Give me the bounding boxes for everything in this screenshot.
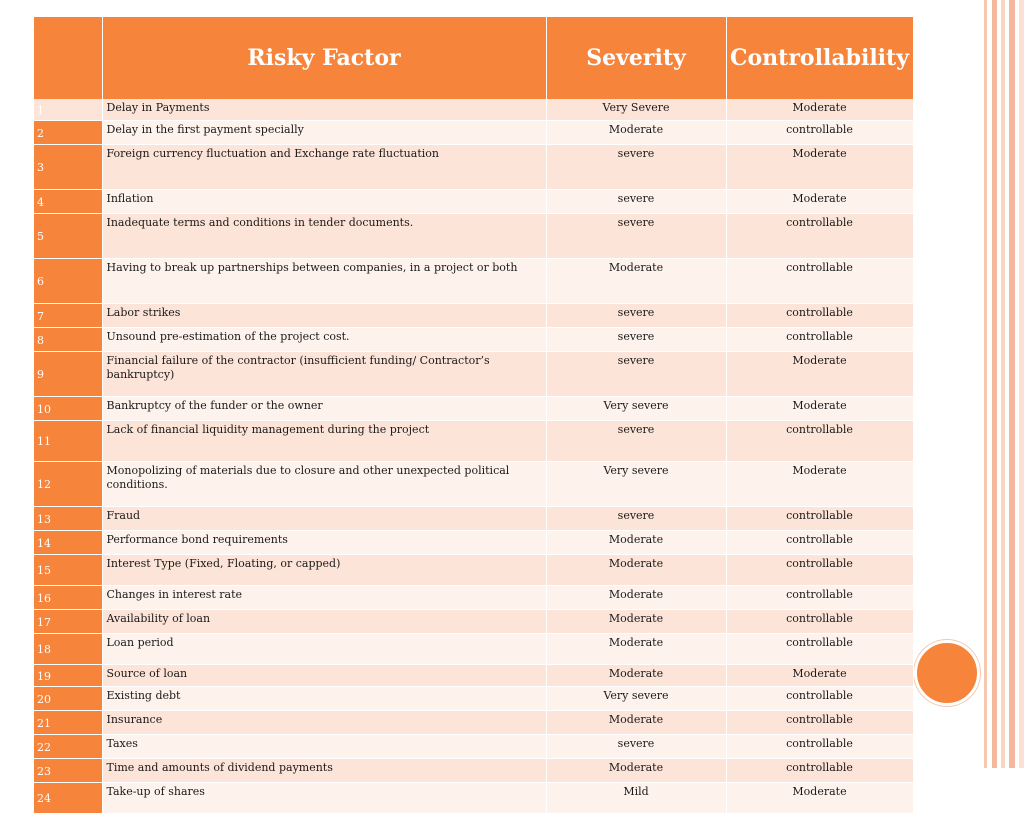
table-row	[34, 214, 913, 259]
table-header-row	[34, 17, 913, 99]
risk-factor-cell: Labor strikes	[102, 304, 546, 328]
severity-cell: Moderate	[546, 531, 726, 555]
risk-factor-cell: Existing debt	[102, 687, 546, 711]
severity-cell: severe	[546, 214, 726, 259]
severity-cell: Very severe	[546, 397, 726, 421]
controllability-cell: controllable	[726, 304, 913, 328]
severity-cell: severe	[546, 507, 726, 531]
severity-cell: Moderate	[546, 586, 726, 610]
controllability-cell: controllable	[726, 759, 913, 783]
row-number: 7	[34, 304, 102, 328]
table-row	[34, 759, 913, 783]
stripe	[984, 0, 987, 768]
row-number: 14	[34, 531, 102, 555]
accent-circle	[914, 640, 980, 706]
risk-factor-cell: Inflation	[102, 190, 546, 214]
table-row	[34, 328, 913, 352]
row-number: 24	[34, 783, 102, 814]
controllability-cell: controllable	[726, 259, 913, 304]
row-number: 20	[34, 687, 102, 711]
table-row	[34, 304, 913, 328]
row-number: 3	[34, 145, 102, 190]
risk-factor-cell: Insurance	[102, 711, 546, 735]
table-body	[34, 99, 913, 814]
controllability-cell: Moderate	[726, 99, 913, 121]
risk-factor-cell: Having to break up partnerships between companies, in a project or both	[102, 259, 546, 304]
severity-cell: Moderate	[546, 121, 726, 145]
table-row	[34, 783, 913, 814]
table-row	[34, 665, 913, 687]
row-number: 13	[34, 507, 102, 531]
controllability-cell: controllable	[726, 586, 913, 610]
table-row	[34, 99, 913, 121]
row-number: 15	[34, 555, 102, 586]
risk-factor-cell: Unsound pre-estimation of the project cost.	[102, 328, 546, 352]
risk-factor-cell: Take-up of shares	[102, 783, 546, 814]
row-number: 12	[34, 462, 102, 507]
controllability-cell: Moderate	[726, 352, 913, 397]
risk-factor-cell: Financial failure of the contractor (insufficient funding/ Contractor’s bankruptcy)	[102, 352, 546, 397]
row-number: 6	[34, 259, 102, 304]
risk-factor-cell: Source of loan	[102, 665, 546, 687]
row-number: 11	[34, 421, 102, 462]
controllability-cell: controllable	[726, 610, 913, 634]
table-row	[34, 586, 913, 610]
controllability-cell: controllable	[726, 328, 913, 352]
controllability-cell: Moderate	[726, 190, 913, 214]
risk-factor-cell: Delay in Payments	[102, 99, 546, 121]
stripe	[992, 0, 997, 768]
risk-factor-cell: Taxes	[102, 735, 546, 759]
decorative-stripes	[984, 0, 1024, 768]
table-row	[34, 711, 913, 735]
row-number: 22	[34, 735, 102, 759]
risk-factor-cell: Availability of loan	[102, 610, 546, 634]
table-row	[34, 634, 913, 665]
row-number: 1	[34, 99, 102, 121]
controllability-cell: controllable	[726, 687, 913, 711]
controllability-cell: controllable	[726, 634, 913, 665]
row-number: 5	[34, 214, 102, 259]
table-row	[34, 555, 913, 586]
risk-factor-cell: Inadequate terms and conditions in tender documents.	[102, 214, 546, 259]
row-number: 9	[34, 352, 102, 397]
row-number: 4	[34, 190, 102, 214]
header-number	[34, 17, 102, 99]
severity-cell: Moderate	[546, 259, 726, 304]
stripe	[1009, 0, 1015, 768]
stripe	[1019, 0, 1024, 768]
stripe	[1001, 0, 1005, 768]
controllability-cell: controllable	[726, 121, 913, 145]
severity-cell: severe	[546, 145, 726, 190]
risk-factor-cell: Lack of financial liquidity management during the project	[102, 421, 546, 462]
severity-cell: Mild	[546, 783, 726, 814]
risk-factor-cell: Loan period	[102, 634, 546, 665]
severity-cell: severe	[546, 304, 726, 328]
table-row	[34, 610, 913, 634]
header-risky-factor: Risky Factor	[102, 17, 546, 99]
controllability-cell: Moderate	[726, 462, 913, 507]
controllability-cell: Moderate	[726, 397, 913, 421]
controllability-cell: controllable	[726, 214, 913, 259]
table-row	[34, 462, 913, 507]
controllability-cell: Moderate	[726, 665, 913, 687]
controllability-cell: controllable	[726, 735, 913, 759]
risk-factor-cell: Foreign currency fluctuation and Exchange rate fluctuation	[102, 145, 546, 190]
row-number: 19	[34, 665, 102, 687]
controllability-cell: controllable	[726, 531, 913, 555]
controllability-cell: controllable	[726, 507, 913, 531]
severity-cell: severe	[546, 328, 726, 352]
risk-factor-cell: Interest Type (Fixed, Floating, or capped)	[102, 555, 546, 586]
row-number: 21	[34, 711, 102, 735]
table-row	[34, 735, 913, 759]
table-row	[34, 352, 913, 397]
controllability-cell: Moderate	[726, 145, 913, 190]
severity-cell: Moderate	[546, 610, 726, 634]
severity-cell: Very Severe	[546, 99, 726, 121]
risk-factor-cell: Monopolizing of materials due to closure and other unexpected political conditions.	[102, 462, 546, 507]
severity-cell: severe	[546, 352, 726, 397]
risk-factor-cell: Changes in interest rate	[102, 586, 546, 610]
header-controllability: Controllability	[726, 17, 913, 99]
severity-cell: Very severe	[546, 462, 726, 507]
severity-cell: Moderate	[546, 665, 726, 687]
table-row	[34, 687, 913, 711]
severity-cell: severe	[546, 190, 726, 214]
table-row	[34, 507, 913, 531]
table-row	[34, 397, 913, 421]
row-number: 23	[34, 759, 102, 783]
risk-table	[34, 17, 914, 814]
risk-factor-cell: Bankruptcy of the funder or the owner	[102, 397, 546, 421]
controllability-cell: controllable	[726, 555, 913, 586]
severity-cell: severe	[546, 735, 726, 759]
risk-factor-cell: Fraud	[102, 507, 546, 531]
header-severity: Severity	[546, 17, 726, 99]
table-row	[34, 145, 913, 190]
severity-cell: Moderate	[546, 555, 726, 586]
table-row	[34, 121, 913, 145]
row-number: 2	[34, 121, 102, 145]
controllability-cell: controllable	[726, 421, 913, 462]
controllability-cell: Moderate	[726, 783, 913, 814]
table-row	[34, 421, 913, 462]
table-row	[34, 531, 913, 555]
row-number: 10	[34, 397, 102, 421]
row-number: 8	[34, 328, 102, 352]
controllability-cell: controllable	[726, 711, 913, 735]
row-number: 18	[34, 634, 102, 665]
severity-cell: severe	[546, 421, 726, 462]
severity-cell: Moderate	[546, 711, 726, 735]
severity-cell: Very severe	[546, 687, 726, 711]
risk-factor-cell: Delay in the first payment specially	[102, 121, 546, 145]
risk-factor-cell: Time and amounts of dividend payments	[102, 759, 546, 783]
row-number: 17	[34, 610, 102, 634]
severity-cell: Moderate	[546, 634, 726, 665]
severity-cell: Moderate	[546, 759, 726, 783]
row-number: 16	[34, 586, 102, 610]
risk-factor-cell: Performance bond requirements	[102, 531, 546, 555]
table-row	[34, 259, 913, 304]
table-row	[34, 190, 913, 214]
